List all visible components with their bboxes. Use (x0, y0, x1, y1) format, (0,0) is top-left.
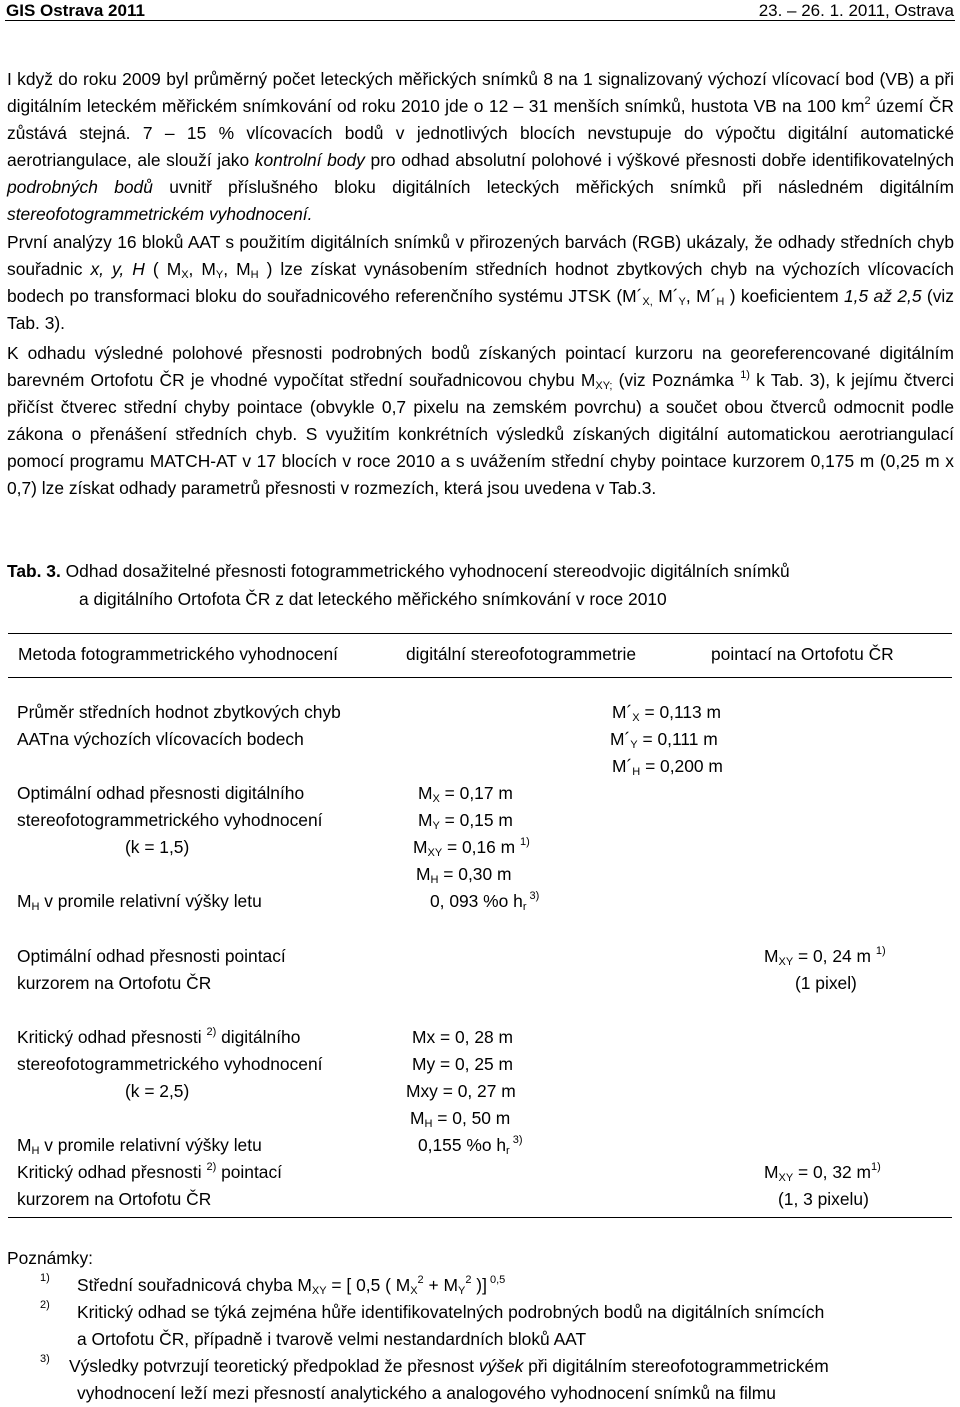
p3-text-b: (viz Poznámka (612, 370, 741, 390)
p2-text-g: , M´ (685, 286, 717, 306)
row2-label-line1: Optimální odhad přesnosti digitálního (17, 783, 305, 803)
p3-text-c: k Tab. 3), k jejímu čtverci přičíst čtverec střední chyby pointace (obvykle 0,7 pixelu na zemském povrchu) a součet obou čtverců odmocnit podle zákona o přenášení středních chyb. S využitím konkrétních výsledků získaných digitální automatickou aerotriangulací pomocí programu MATCH-AT v 17 blocích v roce 2010 a s uvážením střední chyby pointace kurzorem 0,175 m (0,25 m x 0,7) lze získat odhady parametrů přesnosti v rozmezích, která jsou uvedena v Tab.3. (7, 370, 954, 498)
p3-sub-xy: XY; (595, 380, 613, 392)
note2-number: 2) (40, 1299, 50, 1311)
row3-value: 0, 093 %o $h_r$ $^{3)}$ (430, 890, 540, 913)
row1-label-line1: Průměr středních hodnot zbytkových chyb (17, 702, 341, 722)
row6-value: 0,155 %o $h_r$ $^{3)}$ (418, 1134, 523, 1157)
p1-text-d: uvnitř příslušného bloku digitálních leteckých měřických snímků při následném digitálním (152, 177, 954, 197)
row5-label-line3: (k = 2,5) (125, 1081, 190, 1101)
p2-text-f: M´ (652, 286, 679, 306)
p2-italic-xyh: x, y, H (90, 259, 145, 279)
page-header (0, 0, 960, 20)
row4-value-mxy: $M_{XY} = 0$, 24 m $^{1)}$ (764, 945, 886, 968)
p2-text-e: ) lze získat vynásobením středních hodnot zbytkových chyb na výchozích vlícovacích bodech po transformaci bloku do souřadnicového referenčního systému JTSK (M´ (7, 259, 954, 306)
p3-sup-note: 1) (740, 369, 750, 381)
row6-label: $M_H$ v promile relativní výšky letu (17, 1135, 262, 1157)
p2-sub-x2: X, (642, 296, 653, 308)
p1-text-c: pro odhad absolutní polohové i výškové přesnosti dobře identifikovatelných (364, 150, 954, 170)
paragraph-1 (7, 66, 954, 228)
p2-text-b: ( M (144, 259, 182, 279)
notes-title: Poznámky: (7, 1248, 94, 1268)
p1-italic-kontrolni-body: kontrolní body (254, 150, 365, 170)
row2-value-mxy: $M_{XY} = 0,16$ m $^{1)}$ (413, 836, 530, 859)
row2-value-mh: $M_H = 0,30$ m (416, 864, 512, 886)
row5-value-mx: Mx = 0, 28 m (412, 1027, 513, 1047)
row2-label-line2: stereofotogrammetrického vyhodnocení (17, 810, 323, 830)
note1-text: Střední souřadnicová chyba $M_{XY}$ = [ 0,5 ( $M_X^2 + M_Y^2$ )] $^{0,5}$ (77, 1274, 506, 1297)
p1-italic-podrobnych-bodu: podrobných bodů (7, 177, 153, 197)
row7-value-mxy: $M_{XY} = 0$, 32 $m^{1)}$ (764, 1161, 881, 1184)
row1-value-mh: $M´_H = 0,200$ m (612, 756, 723, 778)
p2-sub-x: X (181, 269, 189, 281)
row1-value-my: $M´_Y = 0,111$ m (610, 729, 718, 751)
note3-number: 3) (40, 1353, 50, 1365)
row4-value-pixel: (1 pixel) (795, 973, 857, 993)
table-bottom-rule (8, 1217, 952, 1218)
header-conference-title: GIS Ostrava 2011 (6, 1, 145, 20)
row5-label-line1: Kritický odhad přesnosti $^{2)}$ digitálního (17, 1026, 301, 1047)
row2-value-my: $M_Y = 0,15$ m (418, 810, 513, 832)
p2-text-j: (viz Tab. 3). (7, 286, 954, 333)
p2-text-h: ) koeficientem (724, 286, 844, 306)
p3-text-a: K odhadu výsledné polohové přesnosti podrobných bodů získaných pointací kurzoru na georeferencované digitálním barevném Ortofotu ČR je vhodné vypočítat střední souřadnicovou chybu M (7, 343, 954, 390)
table-caption-label: Tab. 3. (7, 561, 61, 581)
row5-label-line2: stereofotogrammetrického vyhodnocení (17, 1054, 323, 1074)
p2-text-d: , M (223, 259, 251, 279)
p1-text-b: území ČR zůstává stejná. 7 – 15 % vlícovacích bodů v jednotlivých blocích nevstupuje do výpočtu digitální automatické aerotriangulace, ale slouží jako (7, 96, 954, 170)
row4-label-line1: Optimální odhad přesnosti pointací (17, 946, 286, 966)
table-caption (7, 558, 954, 585)
note3-line1: Výsledky potvrzují teoretický předpoklad že přesnost výšek při digitálním stereofotogrammetrickém (69, 1356, 829, 1376)
row2-label-line3: (k = 1,5) (125, 837, 190, 857)
p2-sub-h2: H (716, 296, 725, 308)
p1-sup: 2 (864, 95, 871, 107)
table-header-method: Metoda fotogrammetrického vyhodnocení (18, 644, 338, 664)
row7-label-line1: Kritický odhad přesnosti $^{2)}$ pointací (17, 1161, 282, 1182)
p2-italic-coefficient: 1,5 až 2,5 (843, 286, 922, 306)
table-header-stereo: digitální stereofotogrammetrie (406, 644, 637, 664)
p2-sub-h: H (250, 269, 259, 281)
note2-line1: Kritický odhad se týká zejména hůře identifikovatelných podrobných bodů na digitálních snímcích (77, 1302, 825, 1322)
row1-value-mx: $M´_X = 0,113$ m (612, 702, 721, 724)
row3-label: $M_H$ v promile relativní výšky letu (17, 891, 262, 913)
row5-value-mh: $M_H = 0$, 50 m (410, 1108, 511, 1130)
note1-number: 1) (40, 1272, 50, 1284)
note2-line2: a Ortofotu ČR, případně i tvarově velmi nestandardních bloků AAT (77, 1329, 587, 1349)
row7-value-pixel: (1, 3 pixelu) (778, 1189, 869, 1209)
table-header-rule (8, 677, 952, 678)
p2-text-a: První analýzy 16 bloků AAT s použitím digitálních snímků v přirozených barvách (RGB) ukázaly, že odhady středních chyb souřadnic (7, 232, 954, 279)
row5-value-mxy: Mxy = 0, 27 m (406, 1081, 516, 1101)
header-date-place: 23. – 26. 1. 2011, Ostrava (758, 1, 954, 20)
p2-sub-y2: Y (678, 296, 686, 308)
table-top-rule (8, 633, 952, 634)
row2-value-mx: $M_X = 0,17$ m (418, 783, 513, 805)
paragraph-2 (7, 229, 954, 337)
table-header-ortho: pointací na Ortofotu ČR (711, 644, 894, 664)
table-caption-line2: a digitálního Ortofota ČR z dat leteckého měřického snímkování v roce 2010 (79, 589, 667, 609)
row5-value-my: My = 0, 25 m (412, 1054, 513, 1074)
p2-text-c: , M (188, 259, 216, 279)
row1-label-line2: AATna výchozích vlícovacích bodech (17, 729, 304, 749)
row4-label-line2: kurzorem na Ortofotu ČR (17, 973, 212, 993)
header-rule (5, 20, 955, 21)
p1-text-a: I když do roku 2009 byl průměrný počet leteckých měřických snímků 8 na 1 signalizovaný výchozí vlícovací bod (VB) a při digitálním leteckém měřickém snímkování od roku 2010 jde o 12 – 31 menších snímků, hustota VB na 100 km (7, 69, 954, 116)
note3-line2: vyhodnocení leží mezi přesností analytického a analogového vyhodnocení snímků na filmu (77, 1383, 776, 1403)
table-caption-line1: Odhad dosažitelné přesnosti fotogrammetrického vyhodnocení stereodvojic digitálních snímků (60, 561, 790, 581)
paragraph-3 (7, 340, 954, 502)
p2-sub-y: Y (215, 269, 224, 281)
row7-label-line2: kurzorem na Ortofotu ČR (17, 1189, 212, 1209)
p1-italic-stereofotogrammetrickem: stereofotogrammetrickém vyhodnocení. (7, 204, 313, 224)
